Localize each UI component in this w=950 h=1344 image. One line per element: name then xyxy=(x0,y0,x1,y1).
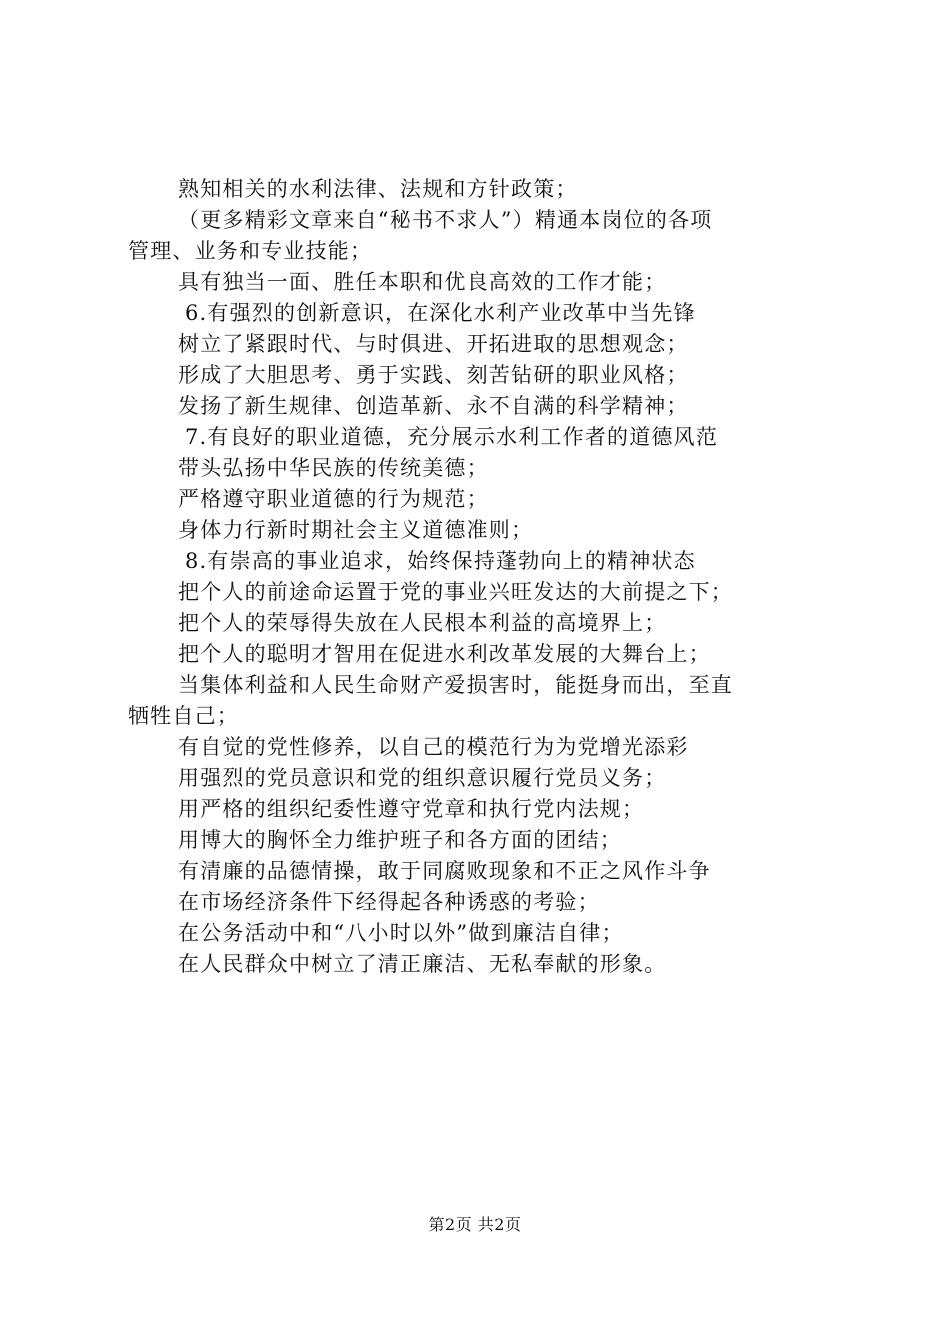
paragraph-line: 在人民群众中树立了清正廉洁、无私奉献的形象。 xyxy=(178,952,667,976)
document-body xyxy=(128,174,838,980)
paragraph-line: 把个人的聪明才智用在促进水利改革发展的大舞台上； xyxy=(178,642,711,666)
paragraph-line: 把个人的前途命运置于党的事业兴旺发达的大前提之下； xyxy=(178,580,733,604)
paragraph-line: 8.有崇高的事业追求，始终保持蓬勃向上的精神状态 xyxy=(185,549,696,573)
paragraph-line: 形成了大胆思考、勇于实践、刻苦钻研的职业风格； xyxy=(178,363,689,387)
paragraph-line: 把个人的荣辱得失放在人民根本利益的高境界上； xyxy=(178,611,667,635)
paragraph-line: 用严格的组织纪委性遵守党章和执行党内法规； xyxy=(178,797,645,821)
paragraph-line: 在市场经济条件下经得起各种诱惑的考验； xyxy=(178,890,600,914)
paragraph-line: 熟知相关的水利法律、法规和方针政策； xyxy=(178,177,578,201)
paragraph-line: 在公务活动中和“八小时以外”做到廉洁自律； xyxy=(178,921,624,945)
paragraph-line: 严格遵守职业道德的行为规范； xyxy=(178,487,489,511)
paragraph-line: 具有独当一面、胜任本职和优良高效的工作才能； xyxy=(178,270,667,294)
page-footer: 第2页 共2页 xyxy=(428,1215,522,1234)
paragraph-line: 当集体利益和人民生命财产爱损害时，能挺身而出，至直 xyxy=(178,673,733,697)
paragraph-line: 7.有良好的职业道德，充分展示水利工作者的道德风范 xyxy=(185,425,719,449)
paragraph-line: 用博大的胸怀全力维护班子和各方面的团结； xyxy=(178,828,622,852)
paragraph-line: 管理、业务和专业技能； xyxy=(128,239,373,263)
paragraph-line: 6.有强烈的创新意识，在深化水利产业改革中当先锋 xyxy=(185,301,696,325)
paragraph-line: 有自觉的党性修养，以自己的模范行为为党增光添彩 xyxy=(178,735,689,759)
paragraph-line: 树立了紧跟时代、与时俱进、开拓进取的思想观念； xyxy=(178,332,689,356)
paragraph-line: 有清廉的品德情操，敢于同腐败现象和不正之风作斗争 xyxy=(178,859,711,883)
paragraph-line: （更多精彩文章来自“秘书不求人”）精通本岗位的各项 xyxy=(178,208,713,232)
paragraph-line: 用强烈的党员意识和党的组织意识履行党员义务； xyxy=(178,766,667,790)
paragraph-line: 带头弘扬中华民族的传统美德； xyxy=(178,456,489,480)
paragraph-line: 身体力行新时期社会主义道德准则； xyxy=(178,518,534,542)
paragraph-line: 牺牲自己； xyxy=(128,704,239,728)
paragraph-line: 发扬了新生规律、创造革新、永不自满的科学精神； xyxy=(178,394,689,418)
